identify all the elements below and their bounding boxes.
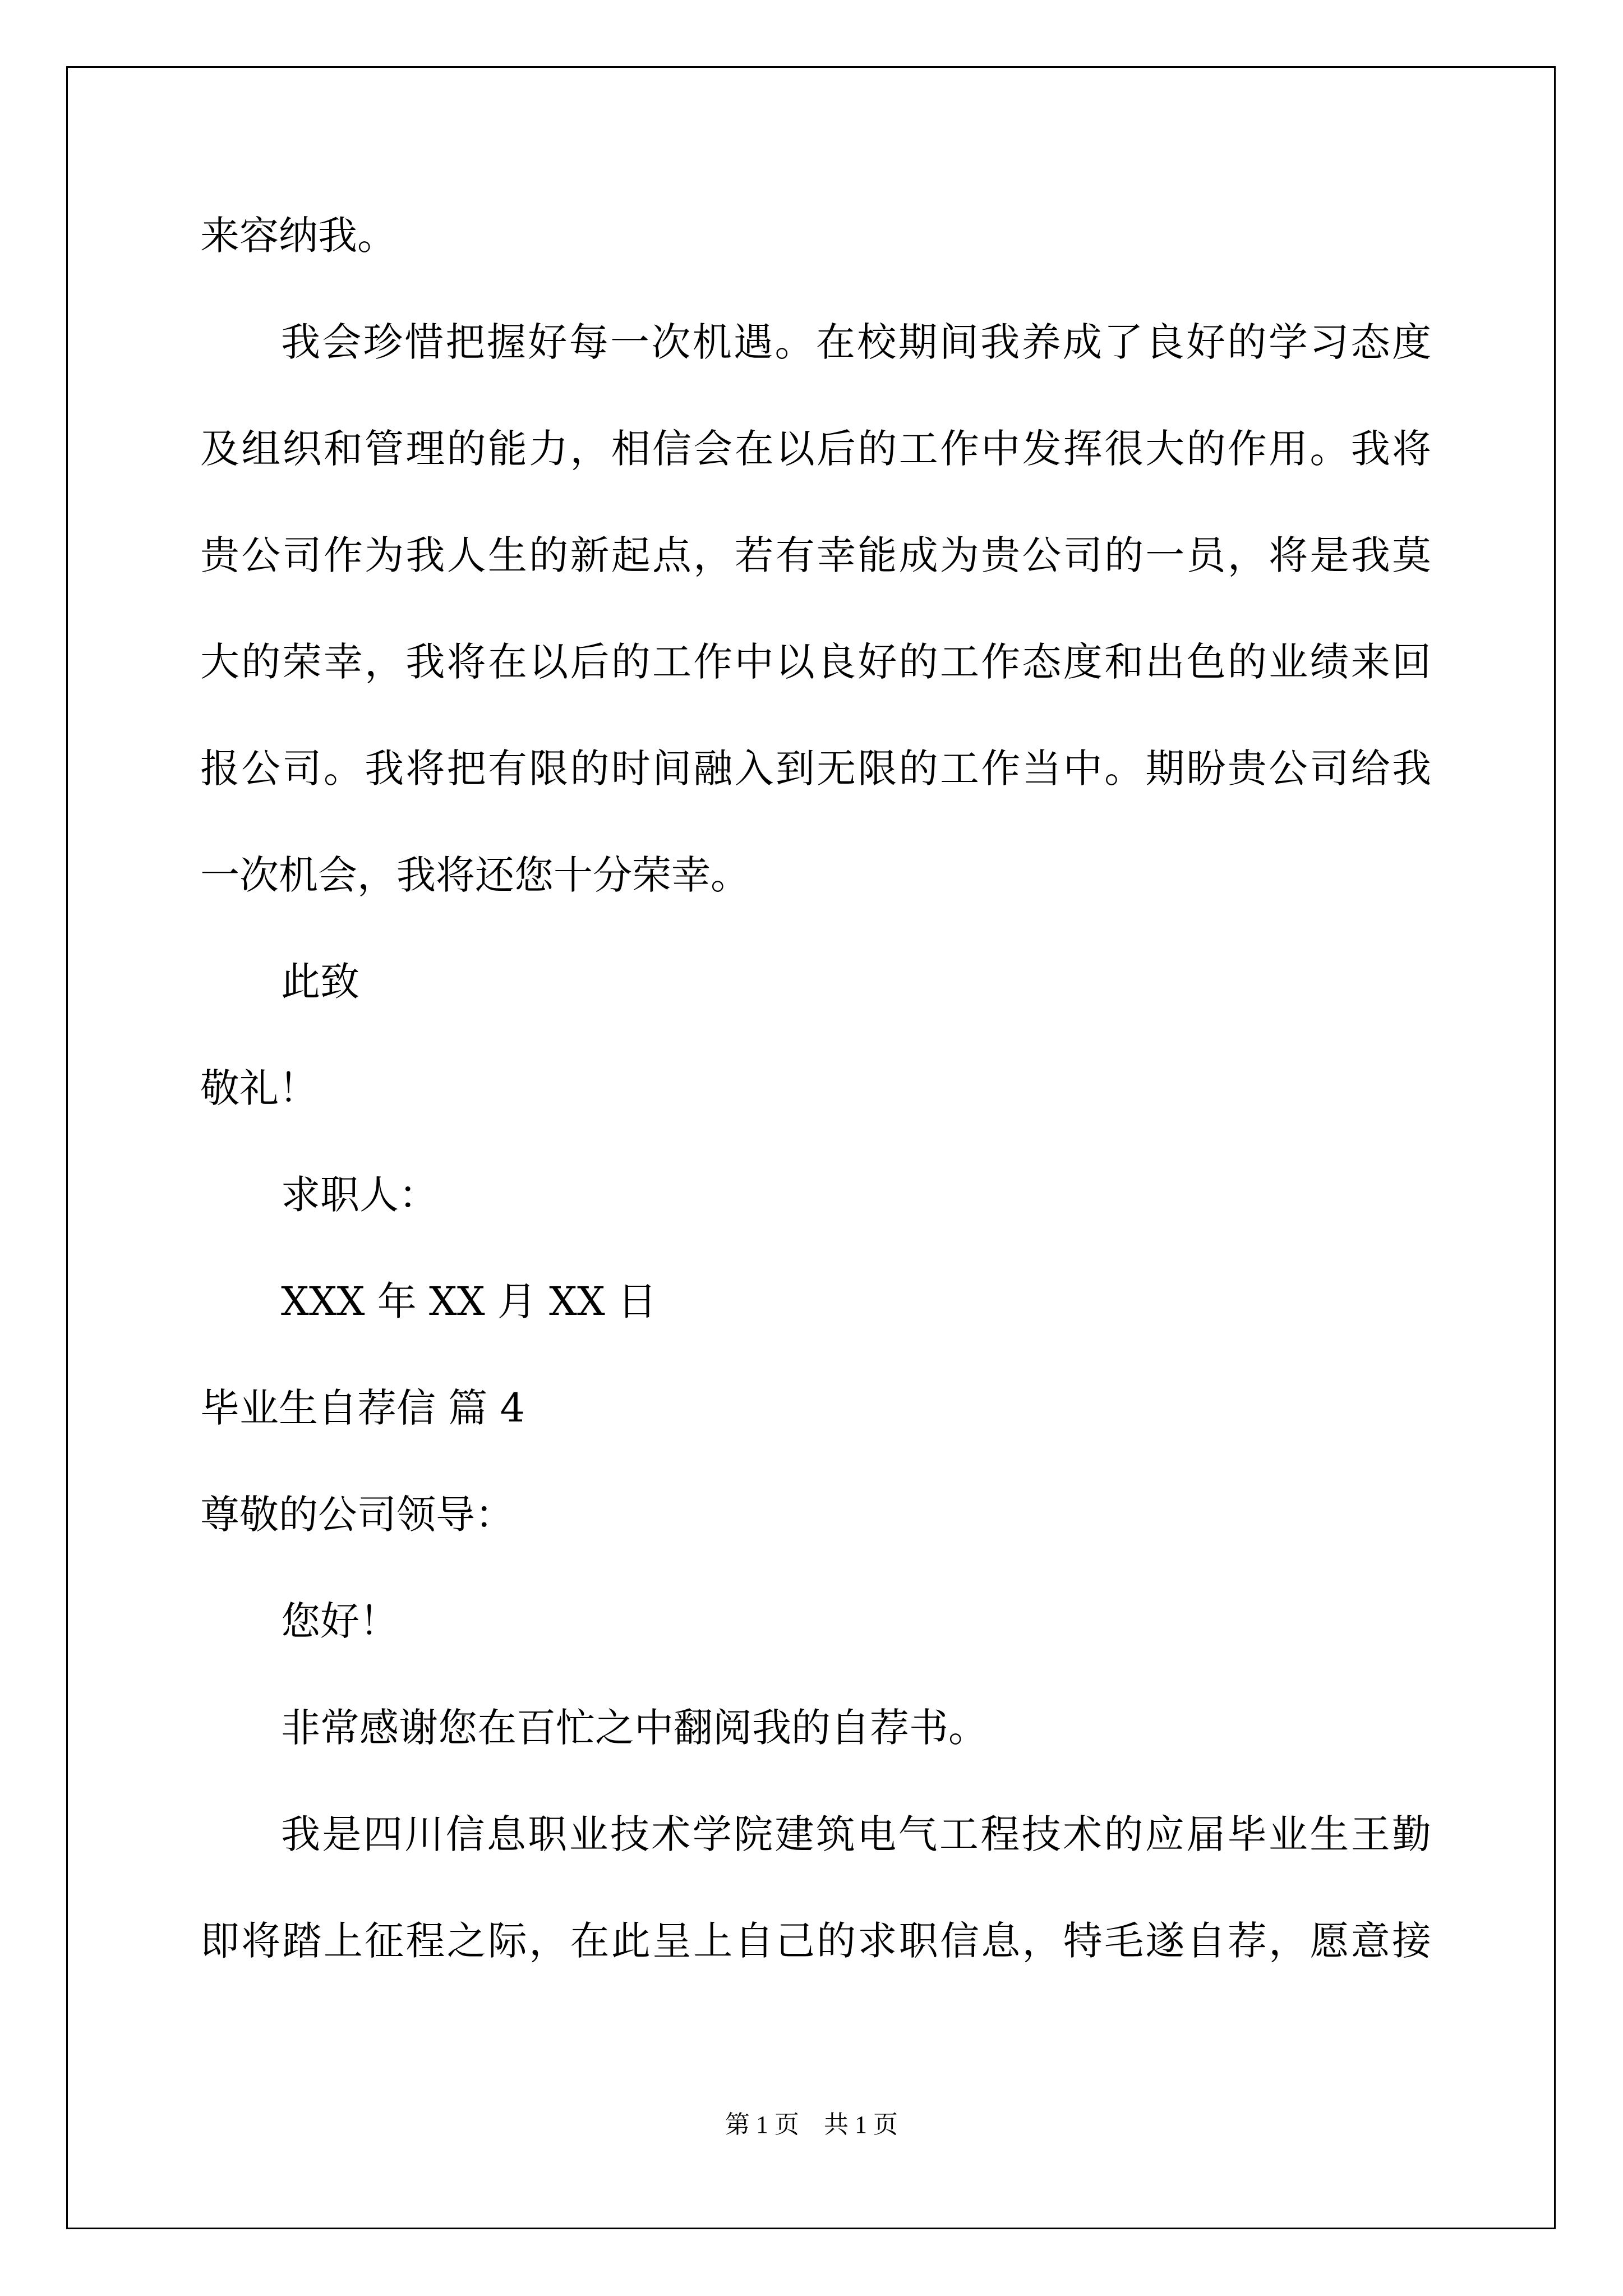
text-line: 贵公司作为我人生的新起点，若有幸能成为贵公司的一员，将是我莫 [200,532,1431,578]
section-heading: 毕业生自荐信 篇 4 [200,1385,525,1431]
text-line: 您好！ [281,1598,399,1644]
text-line: 我是四川信息职业技术学院建筑电气工程技术的应届毕业生王勤 [281,1811,1431,1857]
text-line: 及组织和管理的能力，相信会在以后的工作中发挥很大的作用。我将 [200,426,1431,472]
text-line: 非常感谢您在百忙之中翻阅我的自荐书。 [281,1705,988,1751]
page-border [66,66,1556,2229]
date-line: XXX 年 XX 月 XX 日 [281,1278,657,1324]
signature-label: 求职人： [281,1172,438,1218]
closing-regards: 敬礼！ [200,1065,318,1111]
text-line: 大的荣幸，我将在以后的工作中以良好的工作态度和出色的业绩来回 [200,639,1431,685]
greeting: 尊敬的公司领导： [200,1492,514,1538]
closing-salutation: 此致 [281,959,359,1005]
page-footer: 第 1 页 共 1 页 [725,2111,898,2138]
text-line: 即将踏上征程之际，在此呈上自己的求职信息，特毛遂自荐，愿意接 [200,1918,1431,1964]
text-line: 一次机会，我将还您十分荣幸。 [200,852,750,898]
text-line: 来容纳我。 [200,213,396,259]
text-line: 报公司。我将把有限的时间融入到无限的工作当中。期盼贵公司给我 [200,746,1431,792]
text-line: 我会珍惜把握好每一次机遇。在校期间我养成了良好的学习态度 [281,319,1431,365]
